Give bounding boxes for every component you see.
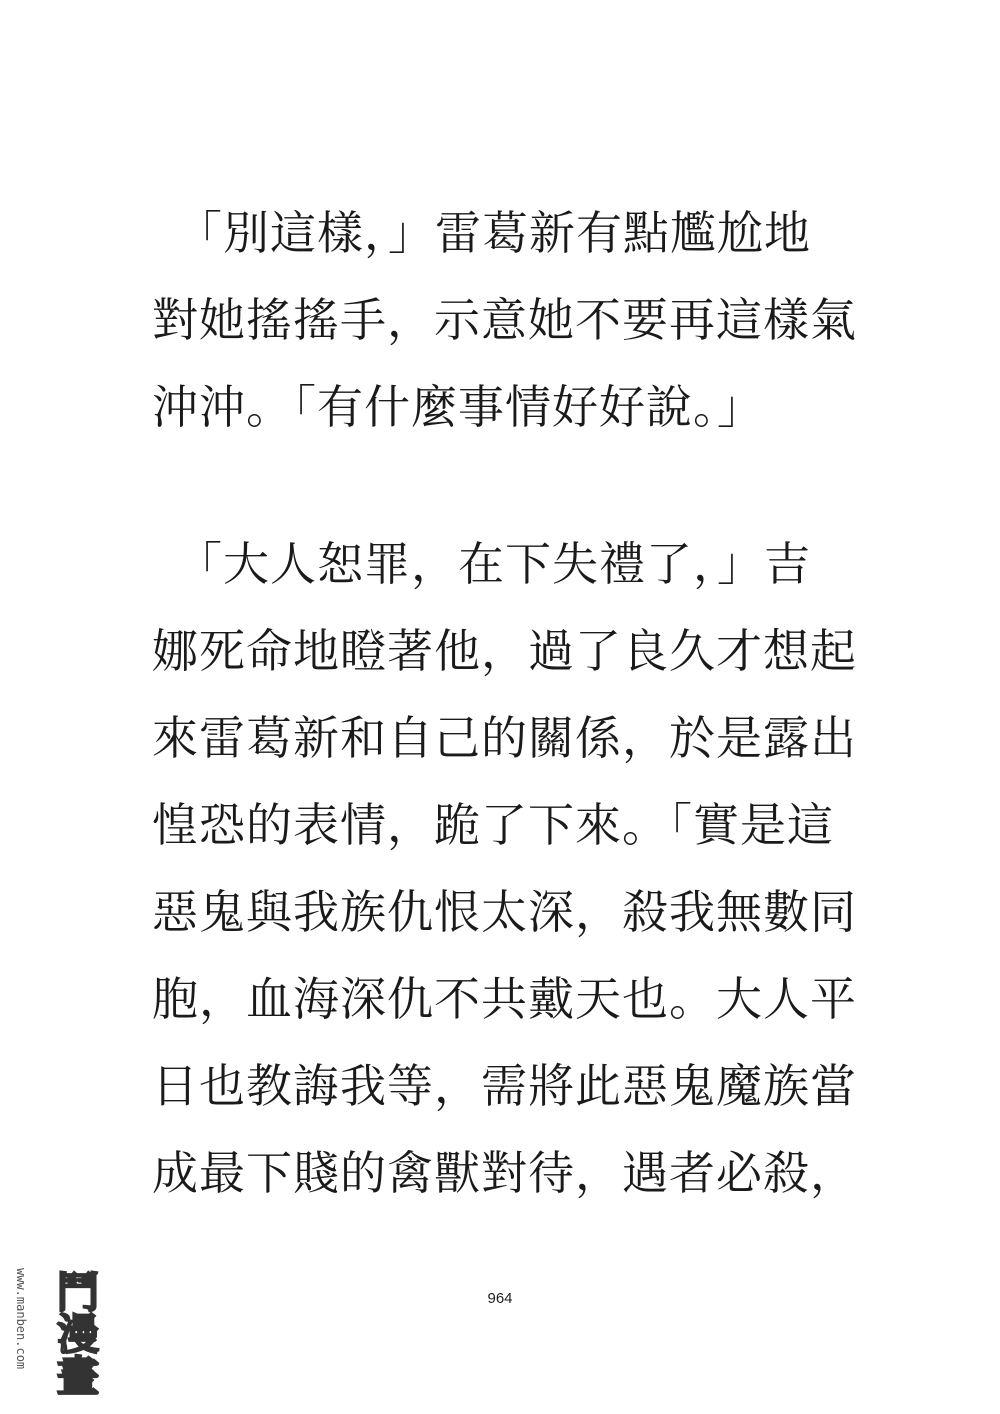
watermark-logo: 鬥漫畫 xyxy=(51,1270,100,1396)
text-line: 對她搖搖手，示意她不要再這樣氣 xyxy=(152,293,857,347)
text-line: 「別這樣，」雷葛新有點尷尬地 xyxy=(152,206,811,260)
text-line: 娜死命地瞪著他，過了良久才想起 xyxy=(152,624,857,678)
text-line: 成最下賤的禽獸對待，遇者必殺， xyxy=(152,1146,857,1200)
text-line: 來雷葛新和自己的關係，於是露出 xyxy=(152,711,857,765)
text-line: 惶恐的表情，跪了下來。「實是這 xyxy=(152,798,834,852)
watermark-url: www.manben.com xyxy=(14,1268,28,1370)
text-line: 沖沖。「有什麼事情好好說。」 xyxy=(152,380,764,434)
text-line: 惡鬼與我族仇恨太深，殺我無數同 xyxy=(152,885,857,939)
page-number: 964 xyxy=(487,1290,513,1307)
text-line: 日也教誨我等，需將此惡鬼魔族當 xyxy=(152,1059,857,1113)
text-line: 胞，血海深仇不共戴天也。大人平 xyxy=(152,972,857,1026)
text-line: 「大人恕罪，在下失禮了，」吉 xyxy=(152,537,811,591)
watermark xyxy=(8,1268,104,1408)
